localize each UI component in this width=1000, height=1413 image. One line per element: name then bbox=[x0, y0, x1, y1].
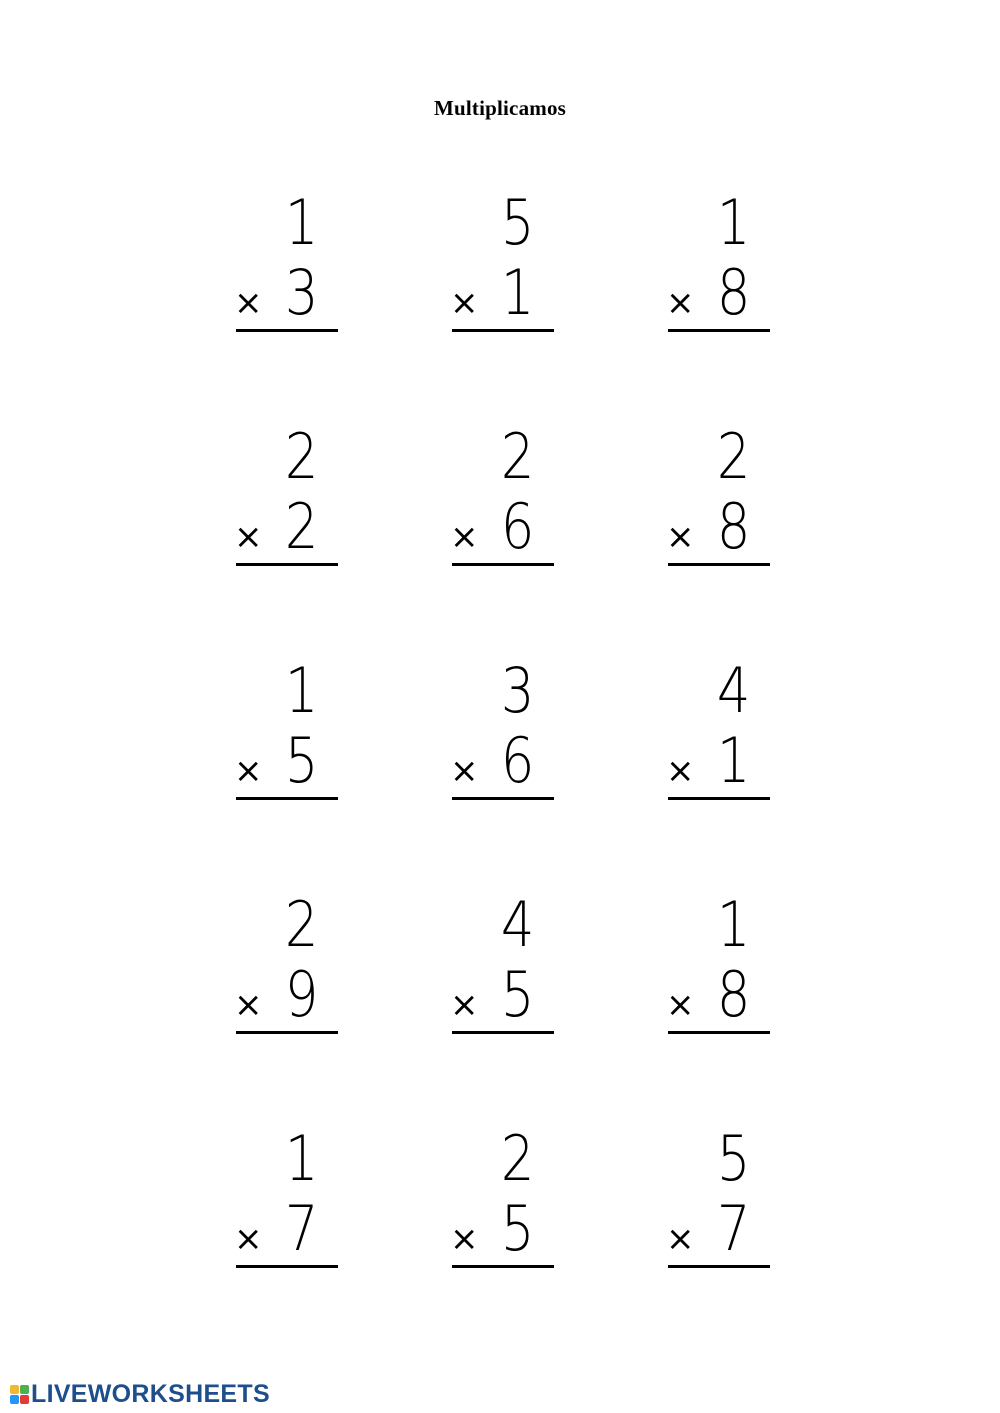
multiplier: 8 bbox=[716, 490, 750, 563]
multiplication-problem bbox=[450, 654, 554, 892]
multiplicand: 2 bbox=[500, 1122, 534, 1195]
times-sign: × bbox=[666, 751, 695, 791]
answer-line bbox=[668, 797, 770, 800]
answer-line bbox=[452, 329, 554, 332]
times-sign: × bbox=[450, 985, 479, 1025]
answer-line bbox=[236, 1265, 338, 1268]
times-sign: × bbox=[666, 283, 695, 323]
multiplicand: 5 bbox=[716, 1122, 750, 1195]
multiplication-problem bbox=[234, 654, 338, 892]
answer-line bbox=[668, 1031, 770, 1034]
multiplier: 8 bbox=[716, 256, 750, 329]
answer-line bbox=[668, 1265, 770, 1268]
multiplier: 5 bbox=[284, 724, 318, 797]
answer-line bbox=[236, 563, 338, 566]
answer-line bbox=[668, 329, 770, 332]
multiplication-problem bbox=[666, 888, 770, 1126]
multiplier: 8 bbox=[716, 958, 750, 1031]
multiplicand: 1 bbox=[284, 654, 318, 727]
multiplier: 7 bbox=[716, 1192, 750, 1265]
multiplicand: 2 bbox=[716, 420, 750, 493]
times-sign: × bbox=[450, 1219, 479, 1259]
multiplicand: 4 bbox=[500, 888, 534, 961]
problem-grid bbox=[234, 186, 776, 1360]
times-sign: × bbox=[450, 517, 479, 557]
multiplier: 3 bbox=[284, 256, 318, 329]
answer-line bbox=[236, 1031, 338, 1034]
multiplier: 1 bbox=[716, 724, 750, 797]
multiplication-problem bbox=[666, 186, 770, 424]
multiplier: 9 bbox=[284, 958, 318, 1031]
answer-line bbox=[236, 797, 338, 800]
times-sign: × bbox=[666, 985, 695, 1025]
answer-line bbox=[668, 563, 770, 566]
multiplicand: 2 bbox=[284, 420, 318, 493]
logo-square bbox=[20, 1385, 29, 1394]
logo-square bbox=[10, 1395, 19, 1404]
logo-square bbox=[10, 1385, 19, 1394]
multiplier: 6 bbox=[500, 490, 534, 563]
multiplication-problem bbox=[666, 1122, 770, 1360]
liveworksheets-logo bbox=[10, 1379, 270, 1409]
multiplication-problem bbox=[234, 186, 338, 424]
multiplication-problem bbox=[666, 654, 770, 892]
multiplication-problem bbox=[666, 420, 770, 658]
multiplicand: 1 bbox=[284, 1122, 318, 1195]
times-sign: × bbox=[666, 1219, 695, 1259]
answer-line bbox=[452, 563, 554, 566]
page-title: Multiplicamos bbox=[433, 96, 567, 120]
times-sign: × bbox=[234, 1219, 263, 1259]
multiplier: 2 bbox=[284, 490, 318, 563]
answer-line bbox=[236, 329, 338, 332]
multiplier: 1 bbox=[500, 256, 534, 329]
times-sign: × bbox=[450, 751, 479, 791]
multiplicand: 4 bbox=[716, 654, 750, 727]
multiplicand: 3 bbox=[500, 654, 534, 727]
logo-square bbox=[20, 1395, 29, 1404]
answer-line bbox=[452, 1031, 554, 1034]
times-sign: × bbox=[234, 985, 263, 1025]
multiplication-problem bbox=[234, 1122, 338, 1360]
multiplier: 5 bbox=[500, 1192, 534, 1265]
answer-line bbox=[452, 797, 554, 800]
times-sign: × bbox=[234, 517, 263, 557]
multiplicand: 2 bbox=[500, 420, 534, 493]
multiplication-problem bbox=[450, 888, 554, 1126]
multiplicand: 1 bbox=[716, 186, 750, 259]
multiplier: 6 bbox=[500, 724, 534, 797]
multiplicand: 5 bbox=[500, 186, 534, 259]
times-sign: × bbox=[666, 517, 695, 557]
answer-line bbox=[452, 1265, 554, 1268]
multiplication-problem bbox=[234, 888, 338, 1126]
multiplier: 5 bbox=[500, 958, 534, 1031]
logo-text: LIVEWORKSHEETS bbox=[31, 1380, 270, 1408]
times-sign: × bbox=[450, 283, 479, 323]
multiplicand: 1 bbox=[716, 888, 750, 961]
times-sign: × bbox=[234, 283, 263, 323]
multiplication-problem bbox=[234, 420, 338, 658]
multiplication-problem bbox=[450, 186, 554, 424]
multiplicand: 1 bbox=[284, 186, 318, 259]
multiplication-problem bbox=[450, 1122, 554, 1360]
multiplier: 7 bbox=[284, 1192, 318, 1265]
multiplicand: 2 bbox=[284, 888, 318, 961]
times-sign: × bbox=[234, 751, 263, 791]
multiplication-problem bbox=[450, 420, 554, 658]
logo-mark-icon bbox=[10, 1385, 29, 1404]
